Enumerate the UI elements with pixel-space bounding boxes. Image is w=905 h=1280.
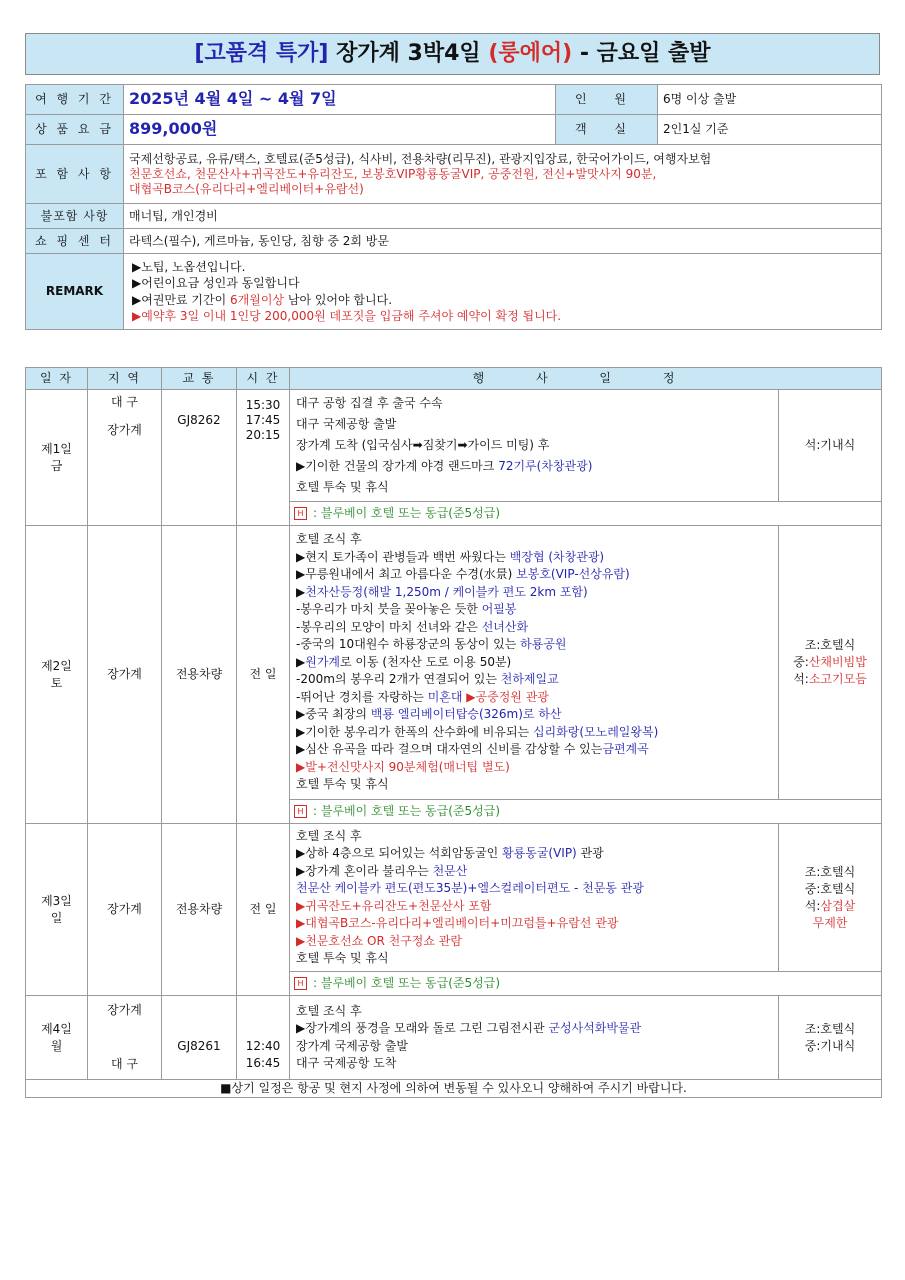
price-label: 상 품 요 금 [26, 115, 124, 145]
header-time: 시 간 [237, 368, 290, 390]
day1-transport: GJ8262 [162, 390, 237, 526]
header-transport: 교 통 [162, 368, 237, 390]
title-bracket: [고품격 특가] [194, 41, 329, 66]
day4-transport: GJ8261 [162, 996, 237, 1080]
hotel-icon: H [294, 977, 307, 990]
header-region: 지 역 [88, 368, 162, 390]
hotel-icon: H [294, 805, 307, 818]
remark-value: ▶노팁, 노옵션입니다. ▶어린이요금 성인과 동일합니다 ▶여권만료 기간이 6개월이상 남아 있어야 합니다. ▶예약후 3일 이내 1인당 200,000원 데포짓을 입금해 주셔야 예약이 확정 됩니다. [124, 254, 882, 330]
day2-hotel: H : 블루베이 호텔 또는 동급(준5성급) [290, 800, 882, 824]
hotel-icon: H [294, 507, 307, 520]
header-day: 일 자 [26, 368, 88, 390]
day1-itinerary: 대구 공항 집결 후 출국 수속 대구 국제공항 출발 장가계 도착 (입국심사➡짐찾기➡가이드 미팅) 후 ▶기이한 건물의 장가계 야경 랜드마크 72기루(차창관광) 호텔 투숙 및 휴식 [290, 390, 779, 502]
people-value: 6명 이상 출발 [658, 85, 882, 115]
day1-region: 대 구 장가계 [88, 390, 162, 526]
day3-region: 장가계 [88, 824, 162, 996]
period-label: 여 행 기 간 [26, 85, 124, 115]
day2-itinerary: 호텔 조식 후 ▶현지 토가족이 관병들과 백번 싸웠다는 백장협 (차창관광) ▶무릉원내에서 최고 아름다운 수경(水景) 보봉호(VIP-선상유람) ▶천자산등정(해발 1,250m / 케이블카 편도 2km 포함) -봉우리가 마치 붓을 꽂아놓은 듯한 어필봉 -봉우리의 모양이 마치 선녀와 같은 선녀산화 -중국의 10대원수 하룡장군의 동상이 있는 하룡공원 ▶원가계로 이동 (천자산 도로 이용 50분) -200m의 봉우리 2개가 연결되어 있는 천하제일교 -뛰어난 경치를 자랑하는 미혼대 ▶공중정원 관광 ▶중국 최장의 백룡 엘리베이터탑승(326m)로 하산 ▶기이한 봉우리가 한폭의 산수화에 비유되는 십리화랑(모노레일왕복) ▶심산 유곡을 따라 걸으며 대자연의 신비를 감상할 수 있는금편계곡 ▶발+전신맛사지 90분체험(매너팁 별도) 호텔 투숙 및 휴식 [290, 526, 779, 800]
period-value: 2025년 4월 4일 ~ 4월 7일 [124, 85, 556, 115]
day3-hotel: H : 블루베이 호텔 또는 동급(준5성급) [290, 972, 882, 996]
day1-times: 15:30 17:45 20:15 [237, 390, 290, 526]
day2-transport: 전용차량 [162, 526, 237, 824]
excluded-value: 매너팁, 개인경비 [124, 204, 882, 229]
day3-label: 제3일 일 [26, 824, 88, 996]
header-itinerary: 행 사 일 정 [290, 368, 882, 390]
shopping-value: 라텍스(필수), 게르마늄, 동인당, 침향 중 2회 방문 [124, 229, 882, 254]
day3-time: 전 일 [237, 824, 290, 996]
day3-transport: 전용차량 [162, 824, 237, 996]
title-main: 장가계 3박4일 [328, 41, 489, 66]
day3-meal: 조:호텔식 중:호텔식 석:삼겹살 무제한 [779, 824, 882, 972]
day1-hotel: H : 블루베이 호텔 또는 동급(준5성급) [290, 502, 882, 526]
excluded-label: 불포함 사항 [26, 204, 124, 229]
schedule-table [25, 367, 882, 1098]
price-value: 899,000원 [124, 115, 556, 145]
day2-time: 전 일 [237, 526, 290, 824]
shopping-label: 쇼 핑 센 터 [26, 229, 124, 254]
day4-label: 제4일 월 [26, 996, 88, 1080]
info-table [25, 84, 882, 330]
people-label: 인 원 [556, 85, 658, 115]
title-airline: (룽에어) [488, 41, 573, 66]
page-title [25, 33, 880, 75]
day4-times: 12:40 16:45 [237, 996, 290, 1080]
day4-region: 장가계 대 구 [88, 996, 162, 1080]
day2-label: 제2일 토 [26, 526, 88, 824]
room-label: 객 실 [556, 115, 658, 145]
day2-meal: 조:호텔식 중:산채비빔밥 석:소고기모듬 [779, 526, 882, 800]
schedule-footer-note: ■상기 일정은 항공 및 현지 사정에 의하여 변동될 수 있사오니 양해하여 주시기 바랍니다. [26, 1080, 882, 1098]
day1-meal: 석:기내식 [779, 390, 882, 502]
title-suffix: - 금요일 출발 [572, 41, 711, 66]
day3-itinerary: 호텔 조식 후 ▶상하 4층으로 되어있는 석회암동굴인 황룡동굴(VIP) 관광 ▶장가계 혼이라 불리우는 천문산 천문산 케이블카 편도(편도35분)+엘스컬레이터편도 - 천문동 관광 ▶귀곡잔도+유리잔도+천문산사 포함 ▶대협곡B코스-유리다리+엘리베이터+미끄럼틀+유람선 관광 ▶천문호선쇼 OR 천구정쇼 관람 호텔 투숙 및 휴식 [290, 824, 779, 972]
included-label: 포 함 사 항 [26, 145, 124, 204]
included-value: 국제선항공료, 유류/택스, 호텔료(준5성급), 식사비, 전용차량(리무진), 관광지입장료, 한국어가이드, 여행자보험 천문호선쇼, 천문산사+귀곡잔도+유리잔도, 보봉호VIP황룡동굴VIP, 공중전원, 전신+발맛사지 90분, 대협곡B코스(유리다리+엘리베이터+유람선) [124, 145, 882, 204]
day4-meal: 조:호텔식 중:기내식 [779, 996, 882, 1080]
day2-region: 장가계 [88, 526, 162, 824]
room-value: 2인1실 기준 [658, 115, 882, 145]
day1-label: 제1일 금 [26, 390, 88, 526]
remark-label: REMARK [26, 254, 124, 330]
day4-itinerary: 호텔 조식 후 ▶장가계의 풍경을 모래와 돌로 그린 그림전시관 군성사석화박물관 장가계 국제공항 출발 대구 국제공항 도착 [290, 996, 779, 1080]
